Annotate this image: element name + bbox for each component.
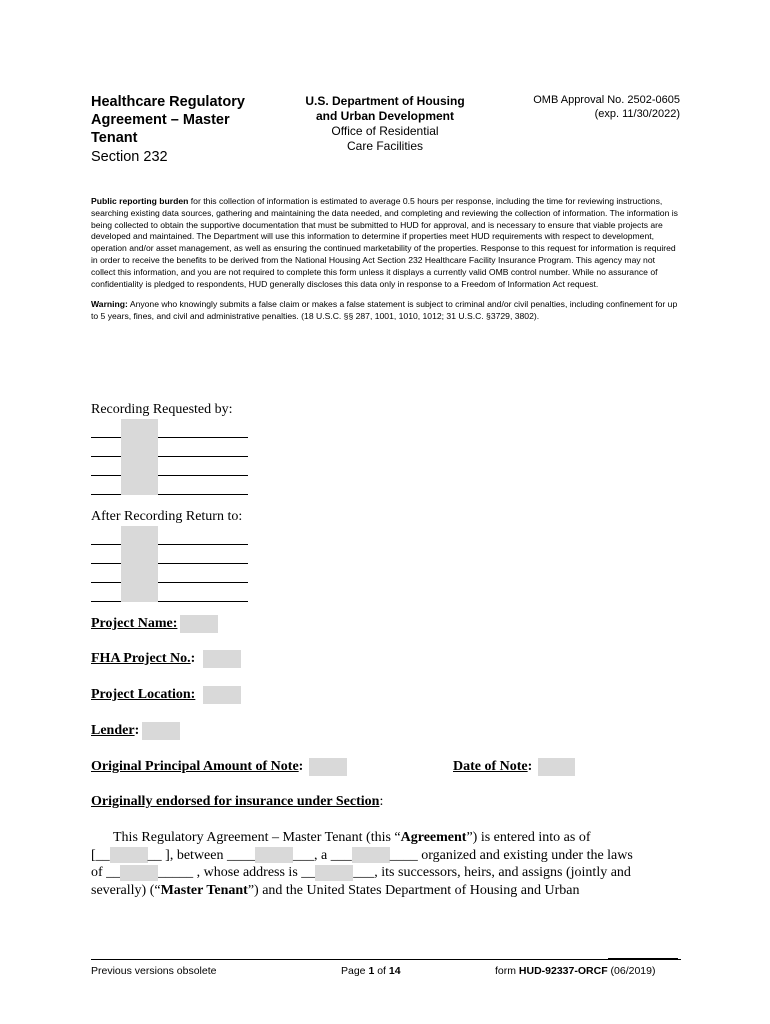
recording-return-label: After Recording Return to: bbox=[91, 509, 243, 524]
redaction-box bbox=[121, 564, 158, 583]
original-principal-label: Original Principal Amount of Note bbox=[91, 759, 299, 775]
p3-text-a: of __ bbox=[91, 865, 121, 881]
dept-line-2: and Urban Development bbox=[315, 109, 455, 123]
entity-type-blank[interactable] bbox=[352, 847, 390, 863]
p1-text-a: This Regulatory Agreement – Master Tenant (this “ bbox=[113, 830, 401, 845]
fha-project-no-input[interactable] bbox=[203, 650, 241, 668]
notice-block bbox=[91, 196, 681, 323]
footer-page-number bbox=[341, 965, 401, 977]
recording-return-line-4[interactable] bbox=[91, 583, 248, 602]
paragraph-line-4 bbox=[91, 882, 681, 900]
burden-lead: Public reporting burden bbox=[91, 196, 189, 206]
warning-text: Anyone who knowingly submits a false claim or makes a false statement is subject to criminal and/or civil penalties, including confinement for up to 5 years, fines, and civil and administrative penalties. (18 U.S.C. §§ 287, 1001, 1010, 1012; 31 U.S.C. §3729, 3802). bbox=[91, 299, 678, 322]
p2-text-b: __ ], between ____ bbox=[147, 847, 255, 863]
agency-block bbox=[290, 94, 480, 154]
lender-input[interactable] bbox=[142, 722, 180, 740]
footer-obsolete-note: Previous versions obsolete bbox=[91, 965, 217, 977]
agreement-term: Agreement bbox=[400, 830, 467, 845]
project-location-input[interactable] bbox=[203, 686, 241, 704]
recording-return-line-3[interactable] bbox=[91, 564, 248, 583]
endorsed-section-field: Originally endorsed for insurance under Section: bbox=[91, 794, 384, 809]
footer-form-id bbox=[495, 965, 655, 977]
redaction-box bbox=[121, 438, 158, 457]
recording-return-line-2[interactable] bbox=[91, 545, 248, 564]
p3-text-c: ___, its successors, heirs, and assigns (jointly and bbox=[353, 865, 631, 881]
original-principal-input[interactable] bbox=[309, 758, 347, 776]
project-name-input[interactable] bbox=[180, 615, 218, 633]
form-prefix: form bbox=[495, 965, 519, 977]
master-tenant-term: Master Tenant bbox=[160, 882, 248, 898]
recording-requested-line-4[interactable] bbox=[91, 476, 248, 495]
page-num: 1 bbox=[368, 965, 375, 977]
form-date: (06/2019) bbox=[607, 965, 656, 977]
title-line-1: Healthcare Regulatory bbox=[91, 94, 245, 110]
omb-approval-block bbox=[533, 93, 680, 121]
paragraph-line-3 bbox=[91, 864, 681, 882]
recording-requested-line-3[interactable] bbox=[91, 457, 248, 476]
warning-lead: Warning: bbox=[91, 299, 128, 310]
fha-project-no-field: FHA Project No.: bbox=[91, 650, 241, 668]
recording-return-line-1[interactable] bbox=[91, 526, 248, 545]
office-line-2: Care Facilities bbox=[346, 139, 424, 153]
p4-text-a: severally) (“ bbox=[91, 882, 161, 898]
p1-text-b: ”) is entered into as of bbox=[466, 830, 591, 845]
address-blank[interactable] bbox=[315, 865, 353, 881]
agreement-paragraph bbox=[91, 829, 681, 899]
redaction-box bbox=[121, 583, 158, 602]
redaction-box bbox=[121, 419, 158, 438]
page-total: 14 bbox=[388, 965, 401, 977]
title-line-2: Agreement – Master bbox=[91, 112, 230, 128]
form-id: HUD-92337-ORCF bbox=[518, 965, 608, 977]
redaction-box bbox=[121, 457, 158, 476]
date-of-note-label: Date of Note bbox=[453, 759, 528, 775]
footer-rule bbox=[91, 959, 681, 960]
project-location-label: Project Location: bbox=[91, 687, 196, 703]
date-of-note-input[interactable] bbox=[538, 758, 575, 776]
project-location-field bbox=[91, 686, 241, 704]
redaction-box bbox=[121, 545, 158, 564]
original-principal-field: Original Principal Amount of Note: bbox=[91, 758, 347, 776]
page-of: of bbox=[374, 965, 389, 977]
burden-statement bbox=[91, 196, 681, 290]
project-name-label: Project Name: bbox=[91, 616, 178, 632]
recording-requested-line-2[interactable] bbox=[91, 438, 248, 457]
title-line-3: Tenant bbox=[91, 130, 138, 146]
date-blank[interactable] bbox=[110, 847, 148, 863]
recording-requested-line-1[interactable] bbox=[91, 419, 248, 438]
page-prefix: Page bbox=[341, 965, 369, 977]
p2-text-d: ____ organized and existing under the laws bbox=[389, 847, 633, 863]
section-label: Section 232 bbox=[91, 149, 168, 165]
document-title-block bbox=[91, 93, 291, 166]
p2-text-c: ___, a ___ bbox=[292, 847, 352, 863]
lender-label: Lender bbox=[91, 723, 135, 739]
dept-line-1: U.S. Department of Housing bbox=[305, 94, 465, 108]
p4-text-b: ”) and the United States Department of Housing and Urban bbox=[247, 882, 580, 898]
redaction-box bbox=[121, 526, 158, 545]
recording-return-block bbox=[91, 508, 261, 602]
recording-requested-block bbox=[91, 401, 261, 495]
p3-text-b: _____ , whose address is __ bbox=[158, 865, 316, 881]
lender-field: Lender: bbox=[91, 722, 180, 740]
omb-number: OMB Approval No. 2502-0605 bbox=[533, 94, 680, 106]
state-blank[interactable] bbox=[120, 865, 158, 881]
burden-text: for this collection of information is estimated to average 0.5 hours per response, including the time for reviewing instructions, searching existing data sources, gathering and maintaining the data needed, and completing and reviewing the collection of information. The information is being collected to obtain the supportive documentation that must be submitted to HUD for approval, and is necessary to ensure that viable projects are developed and maintained. The Department will use this information to determine if properties meet HUD requirements with respect to development, operation and/or asset management, as well as ensuring the continued marketability of the properties. Response to this request for information is required in order to receive the benefits to be derived from the National Housing Act Section 232 Healthcare Facility Insurance Program. This agency may not collect this information, and you are not required to complete this form unless it displays a currently valid OMB control number. While no assurance of confidentiality is pledged to respondents, HUD generally discloses this data only in response to a Freedom of Information Act request. bbox=[91, 196, 678, 289]
paragraph-line-1 bbox=[91, 829, 681, 847]
office-line-1: Office of Residential bbox=[331, 124, 439, 138]
warning-statement bbox=[91, 299, 681, 323]
project-name-field bbox=[91, 615, 218, 633]
fha-project-no-label: FHA Project No. bbox=[91, 651, 191, 667]
redaction-box bbox=[121, 476, 158, 495]
recording-requested-label: Recording Requested by: bbox=[91, 402, 233, 417]
paragraph-line-2 bbox=[91, 847, 681, 865]
p2-text-a: [__ bbox=[91, 847, 110, 863]
endorsed-section-label: Originally endorsed for insurance under Section bbox=[91, 794, 380, 809]
date-of-note-field: Date of Note: bbox=[453, 758, 575, 776]
party-blank[interactable] bbox=[255, 847, 293, 863]
omb-expiration: (exp. 11/30/2022) bbox=[594, 108, 680, 120]
